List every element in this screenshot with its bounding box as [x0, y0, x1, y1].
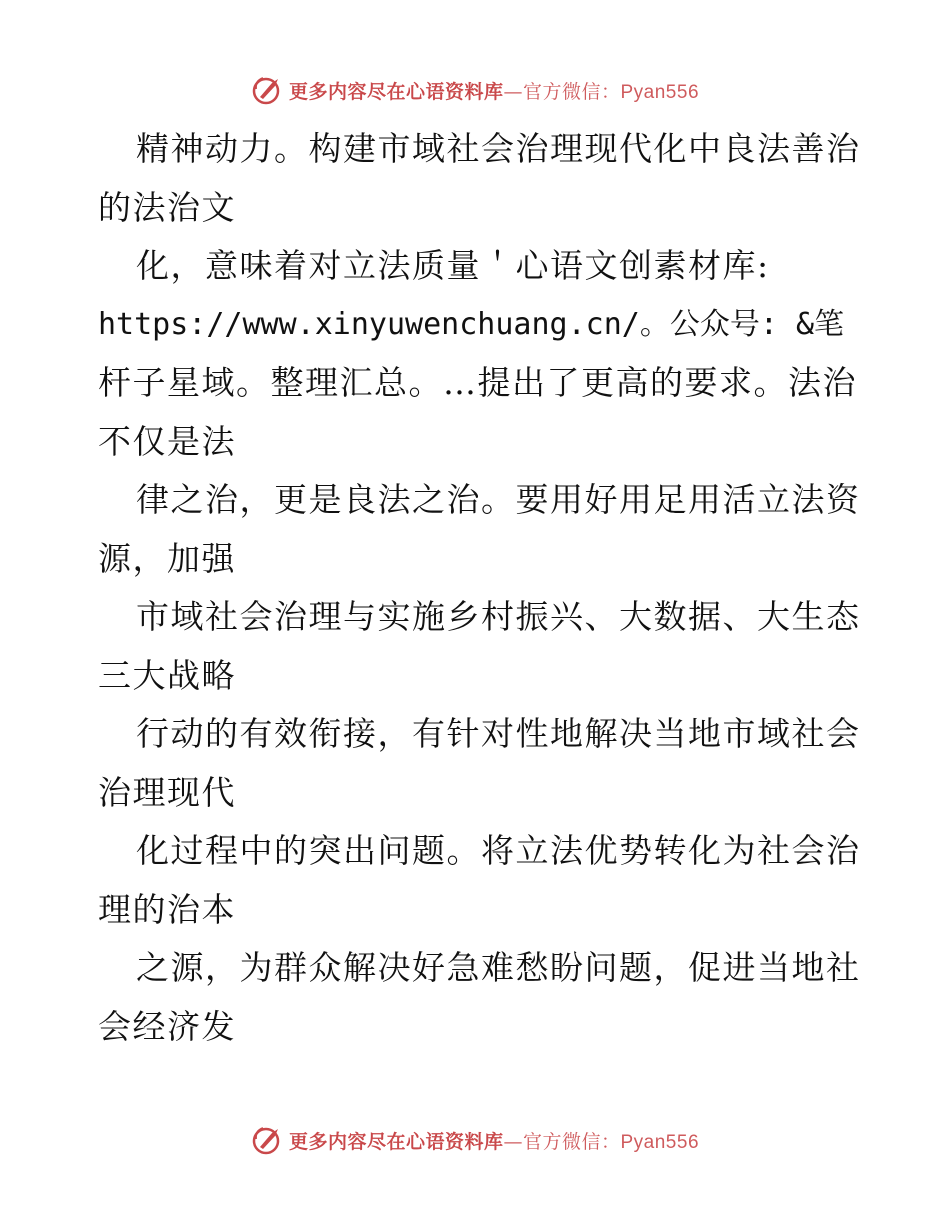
body-line: 源，加强	[98, 538, 236, 578]
body-line: 之源，为群众解决好急难愁盼问题，促进当地社	[136, 948, 861, 987]
header-bold-text: 更多内容尽在心语资料库	[288, 80, 504, 103]
body-line-url: https://www.xinyuwenchuang.cn/。公众号: &笔	[98, 306, 845, 342]
pen-nib-circle-logo-icon	[251, 73, 285, 107]
body-line: 治理现代	[98, 772, 236, 812]
body-line: 市域社会治理与实施乡村振兴、大数据、大生态	[136, 597, 861, 636]
body-line: 化，意味着对立法质量＇心语文创素材库:	[136, 246, 770, 285]
header-banner	[0, 70, 950, 110]
body-line: 化过程中的突出问题。将立法优势转化为社会治	[136, 831, 861, 870]
footer-banner	[0, 1120, 950, 1160]
footer-handle: Pyan556	[620, 1131, 700, 1153]
body-line: 的法治文	[98, 187, 236, 227]
document-body	[98, 120, 861, 1056]
footer-text	[289, 1127, 699, 1154]
footer-dash-text: —官方微信：	[503, 1130, 621, 1153]
footer-bold-text: 更多内容尽在心语资料库	[288, 1130, 504, 1153]
header-dash-text: —官方微信：	[503, 80, 621, 103]
body-line: 行动的有效衔接，有针对性地解决当地市域社会	[136, 714, 861, 753]
body-line: 律之治，更是良法之治。要用好用足用活立法资	[136, 480, 861, 519]
pen-nib-circle-logo-icon	[251, 1123, 285, 1157]
body-line: 理的治本	[98, 889, 236, 929]
header-handle: Pyan556	[620, 81, 700, 103]
body-line: 精神动力。构建市域社会治理现代化中良法善治	[136, 129, 861, 168]
body-line: 杆子星域。整理汇总。…提出了更高的要求。法治	[98, 363, 857, 402]
body-line: 三大战略	[98, 655, 236, 695]
header-text	[289, 77, 699, 104]
body-line: 不仅是法	[98, 421, 236, 461]
body-line: 会经济发	[98, 1006, 236, 1046]
